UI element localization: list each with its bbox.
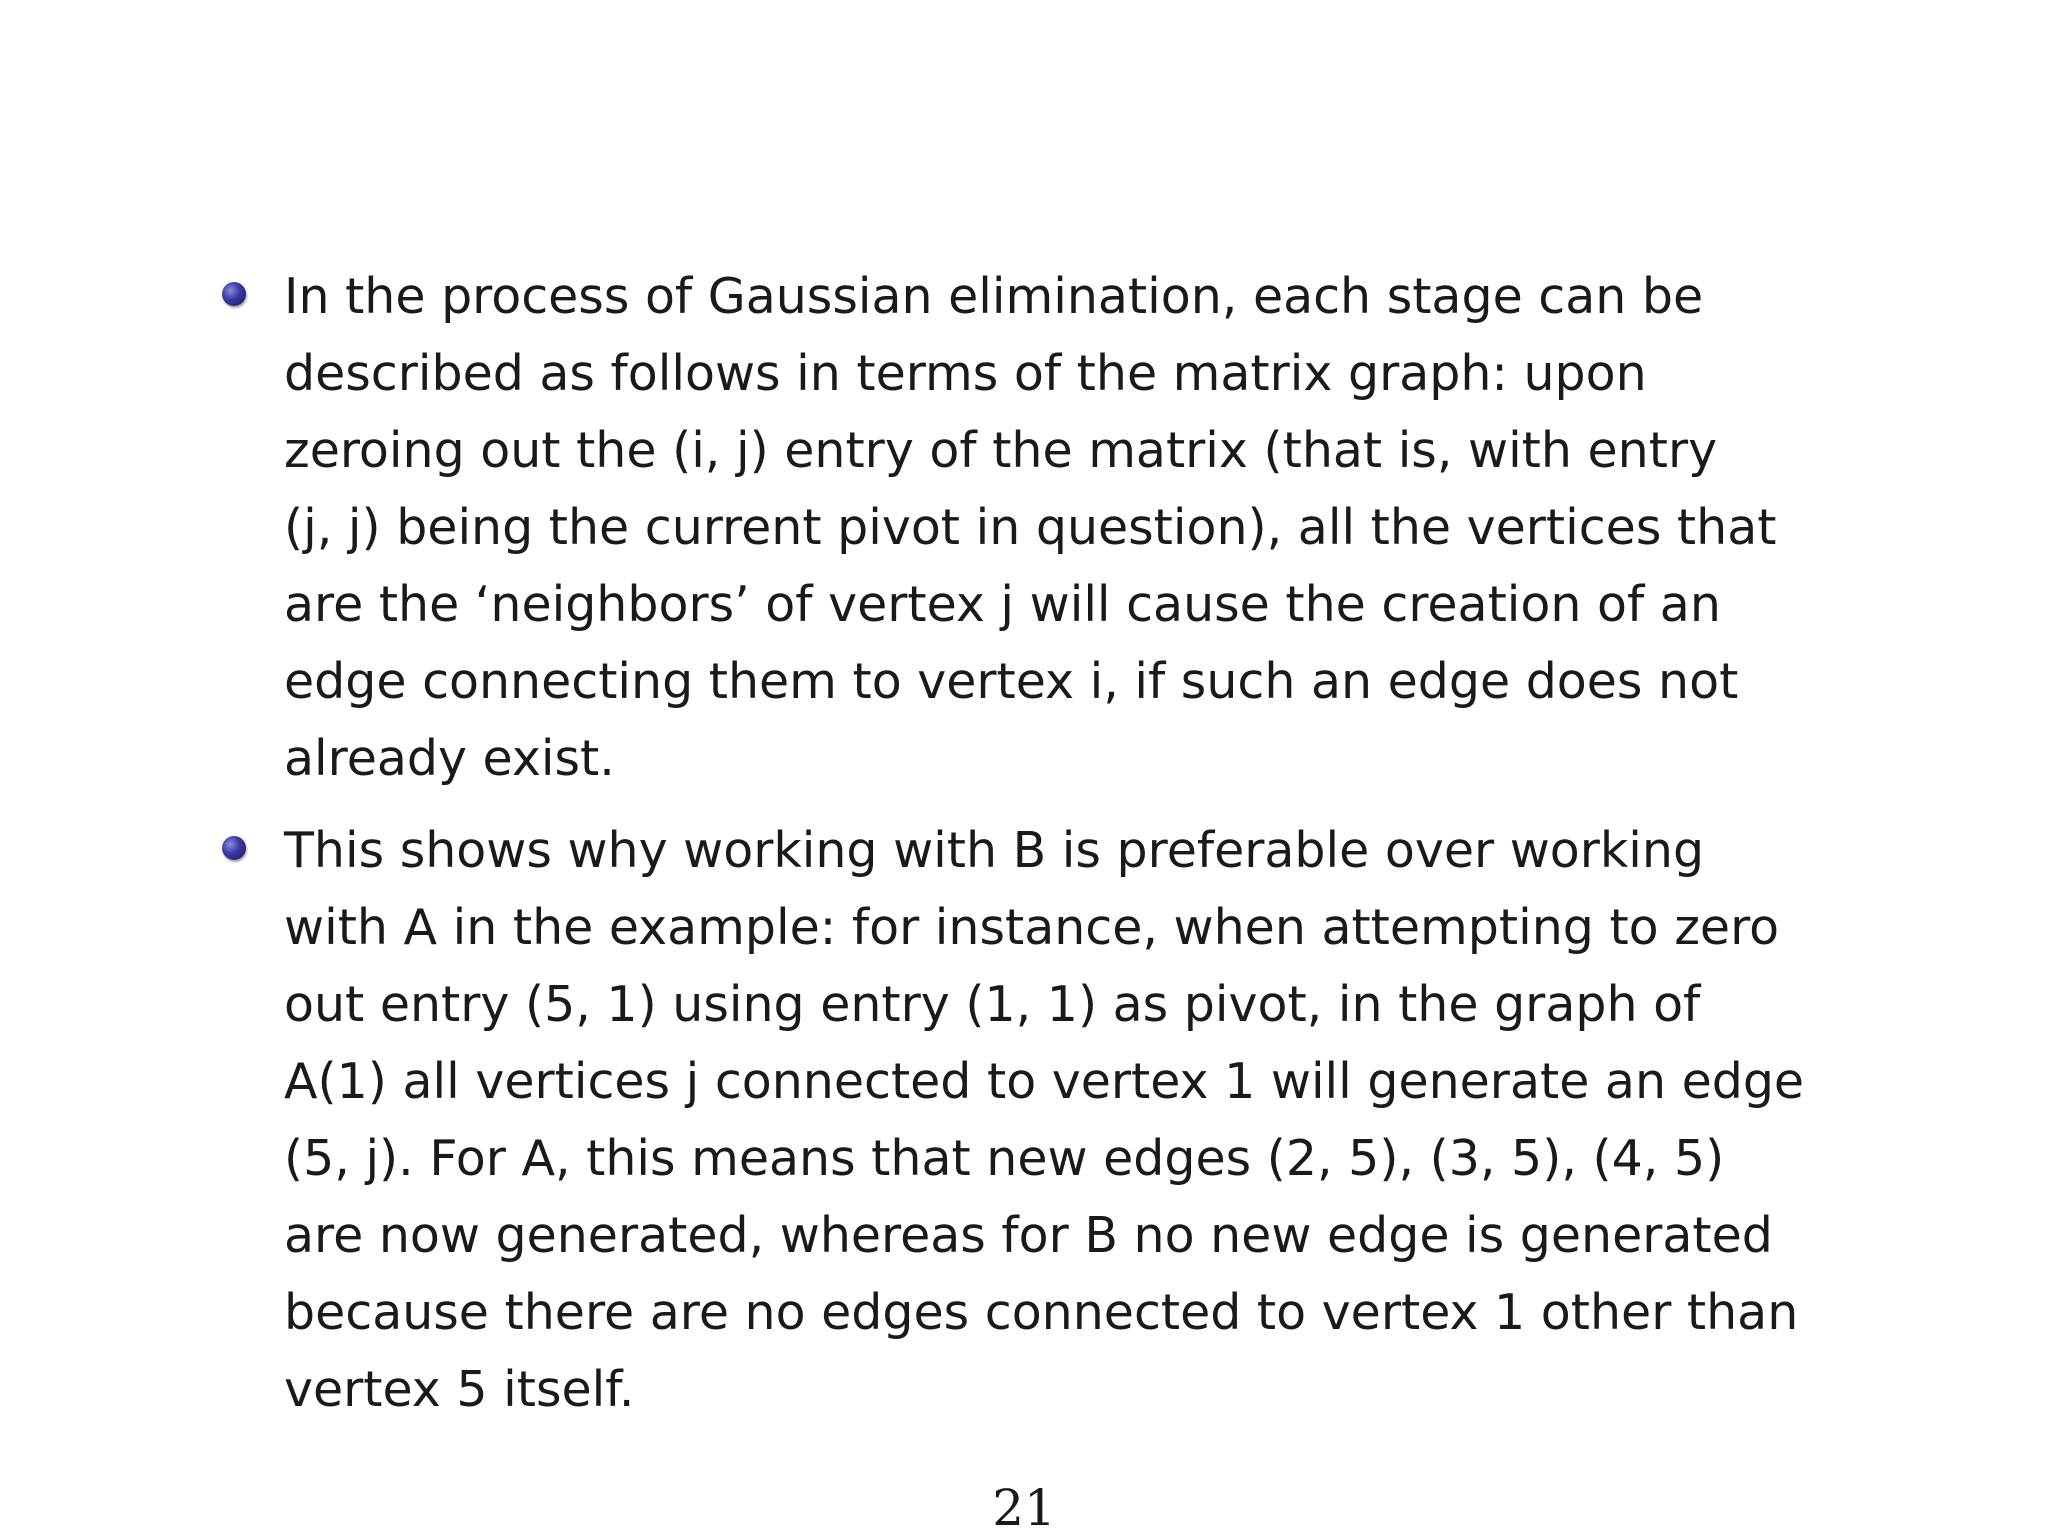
bullet-2-line-2: with A in the example: for instance, when attempting to zero (284, 899, 1780, 956)
bullet-dot-icon (222, 282, 246, 306)
bullet-1-line-2: described as follows in terms of the matrix graph: upon (284, 345, 1647, 402)
bullet-2-line-5: (5, j). For A, this means that new edges (2, 5), (3, 5), (4, 5) (284, 1130, 1725, 1187)
bullet-list (218, 258, 1898, 1428)
bullet-2-line-7: because there are no edges connected to vertex 1 other than (284, 1284, 1799, 1341)
bullet-2-line-1: This shows why working with B is preferable over working (284, 822, 1705, 879)
bullet-2-line-4: A(1) all vertices j connected to vertex 1 will generate an edge (284, 1053, 1805, 1110)
bullet-1-line-7: already exist. (284, 730, 615, 787)
page-number: 21 (992, 1479, 1056, 1537)
bullet-1-line-4: (j, j) being the current pivot in question), all the vertices that (284, 499, 1777, 556)
bullet-2-line-6: are now generated, whereas for B no new edge is generated (284, 1207, 1773, 1264)
bullet-1-line-6: edge connecting them to vertex i, if such an edge does not (284, 653, 1739, 710)
bullet-2-line-8: vertex 5 itself. (284, 1361, 635, 1418)
bullet-item-2 (218, 812, 1898, 1428)
bullet-2-line-3: out entry (5, 1) using entry (1, 1) as pivot, in the graph of (284, 976, 1701, 1033)
bullet-dot-icon (222, 836, 246, 860)
bullet-1-line-3: zeroing out the (i, j) entry of the matrix (that is, with entry (284, 422, 1718, 479)
bullet-1-line-5: are the ‘neighbors’ of vertex j will cause the creation of an (284, 576, 1721, 633)
bullet-item-1 (218, 258, 1898, 797)
bullet-1-line-1: In the process of Gaussian elimination, each stage can be (284, 268, 1704, 325)
